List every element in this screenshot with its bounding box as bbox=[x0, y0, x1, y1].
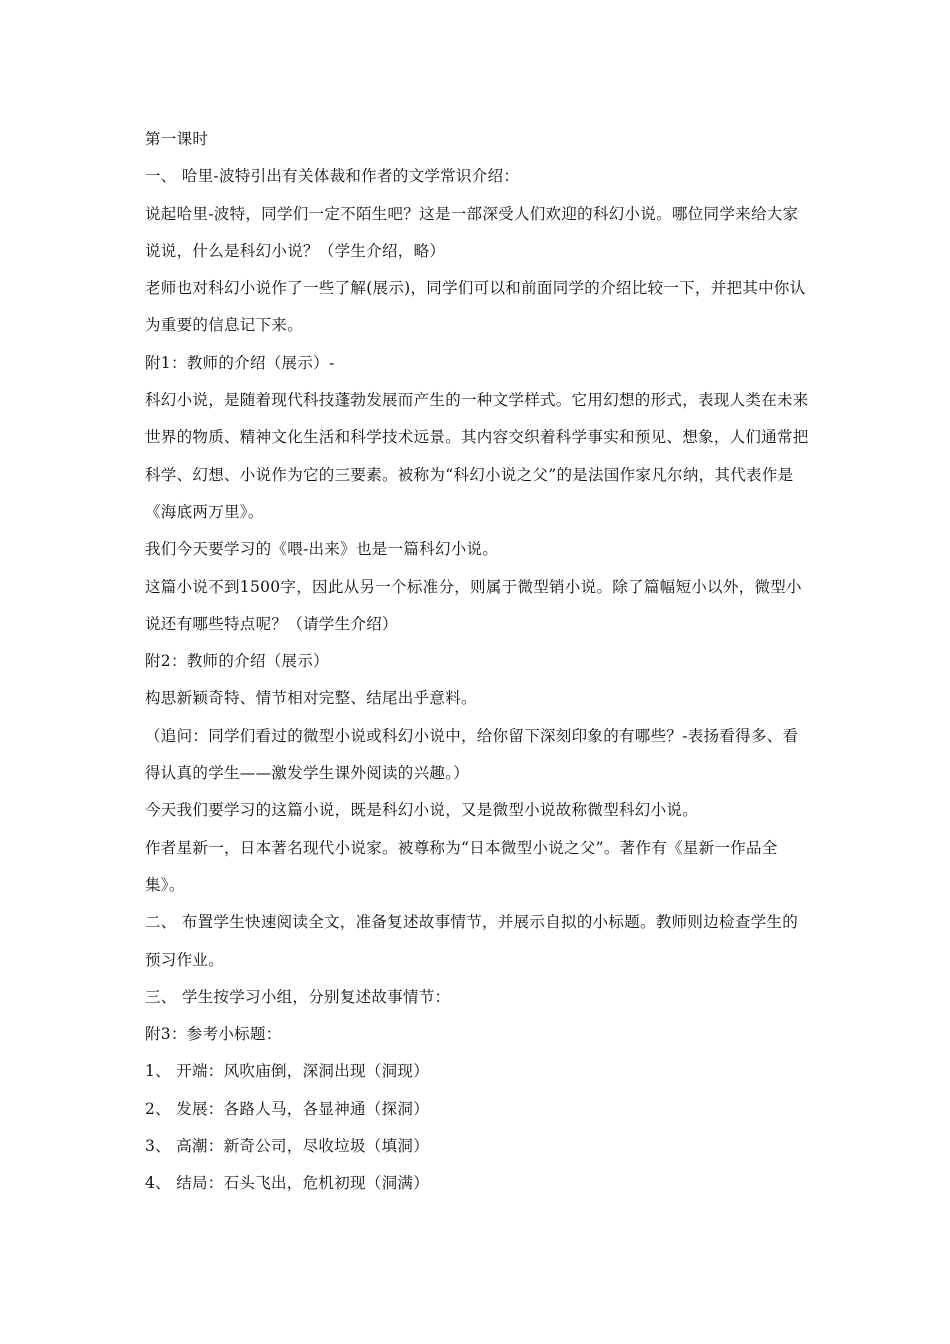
lesson-heading: 第一课时 bbox=[145, 130, 209, 148]
paragraph: 老师也对科幻小说作了一些了解(展示)，同学们可以和前面同学的介绍比较一下，并把其中你认为重要的信息记下来。 bbox=[145, 279, 806, 335]
section-heading-2: 二、 布置学生快速阅读全文，准备复述故事情节，并展示自拟的小标题。教师则边检查学生的预习作业。 bbox=[145, 913, 799, 969]
paragraph: （追问：同学们看过的微型小说或科幻小说中，给你留下深刻印象的有哪些？-表扬看得多、看得认真的学生——激发学生课外阅读的兴趣。） bbox=[145, 726, 799, 783]
paragraph: 说起哈里-波特，同学们一定不陌生吧？这是一部深受人们欢迎的科幻小说。哪位同学来给大家说说，什么是科幻小说？（学生介绍，略） bbox=[145, 204, 799, 260]
appendix-heading-1: 附1：教师的介绍（展示）- bbox=[145, 353, 335, 372]
appendix-heading-3: 附3：参考小标题： bbox=[145, 1025, 282, 1044]
section-heading-3: 三、 学生按学习小组，分别复述故事情节： bbox=[145, 987, 451, 1006]
list-item: 4、 结局：石头飞出，危机初现（洞满） bbox=[145, 1174, 429, 1193]
paragraph: 我们今天要学习的《喂-出来》也是一篇科幻小说。 bbox=[145, 540, 499, 559]
paragraph: 这篇小说不到1500字，因此从另一个标准分，则属于微型销小说。除了篇幅短小以外，微型小说还有哪些特点呢？（请学生介绍） bbox=[145, 577, 802, 633]
section-heading-1: 一、 哈里-波特引出有关体裁和作者的文学常识介绍： bbox=[145, 167, 520, 186]
paragraph: 作者星新一，日本著名现代小说家。被尊称为“日本微型小说之父”。著作有《星新一作品全集》。 bbox=[145, 838, 778, 894]
document-body bbox=[145, 121, 810, 1203]
list-item: 3、 高潮：新奇公司，尽收垃圾（填洞） bbox=[145, 1137, 429, 1156]
paragraph: 科幻小说，是随着现代科技蓬勃发展而产生的一种文学样式。它用幻想的形式，表现人类在未来世界的物质、精神文化生活和科学技术远景。其内容交织着科学事实和预见、想象，人们通常把科学、幻想、小说作为它的三要素。被称为“科幻小说之父”的是法国作家凡尔纳，其代表作是《海底两万里》。 bbox=[145, 391, 809, 521]
paragraph: 构思新颖奇特、情节相对完整、结尾出乎意料。 bbox=[145, 689, 477, 708]
list-item: 1、 开端：风吹庙倒，深洞出现（洞现） bbox=[145, 1062, 429, 1081]
appendix-heading-2: 附2：教师的介绍（展示） bbox=[145, 652, 329, 671]
paragraph: 今天我们要学习的这篇小说，既是科幻小说，又是微型小说故称微型科幻小说。 bbox=[145, 801, 699, 820]
list-item: 2、 发展：各路人马，各显神通（探洞） bbox=[145, 1099, 429, 1118]
